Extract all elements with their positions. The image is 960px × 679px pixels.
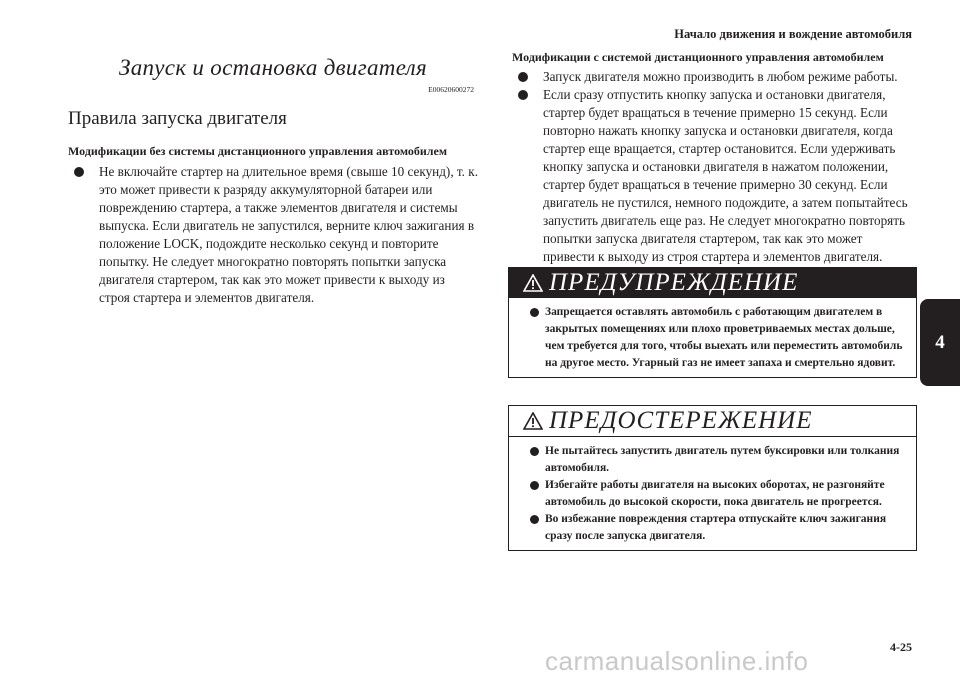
bullet-icon xyxy=(530,515,539,524)
warning-title: ПРЕДУПРЕЖДЕНИЕ xyxy=(549,269,799,296)
warning-header xyxy=(509,268,916,298)
warning-item xyxy=(529,304,906,372)
warning-triangle-icon xyxy=(509,406,549,436)
watermark: carmanualsonline.info xyxy=(545,646,809,676)
running-header: Начало движения и вождение автомобиля xyxy=(674,27,912,41)
caution-item xyxy=(529,443,906,477)
page-number: 4-25 xyxy=(890,640,912,654)
bullet-item xyxy=(68,163,478,307)
bullet-text: Если сразу отпустить кнопку запуска и остановки двигателя, стартер будет вращаться в течение примерно 15 секунд. Если повторно нажать кнопку запуска и остановки двигателя, когда стартер еще вращается, стартер остановится. Если удерживать кнопку запуска и остановки двигателя в нажатом положении, стартер будет вращаться в течение примерно 30 секунд. Если двигатель не пустился, немного подождите, а затем попытайтесь запустить двигатель еще раз. Не следует многократно повторять попытки запуска двигателя стартером, так как это может привести к выходу из строя стартера и элементов двигателя. xyxy=(543,87,908,264)
caution-item-text: Во избежание повреждения стартера отпускайте ключ зажигания сразу после запуска двигателя. xyxy=(545,513,887,542)
caution-item-text: Избегайте работы двигателя на высоких оборотах, не разгоняйте автомобиль до высокой скорости, пока двигатель не прогреется. xyxy=(545,479,885,508)
subsection-title: Правила запуска двигателя xyxy=(68,108,287,129)
bullet-icon xyxy=(518,72,528,82)
bullet-item xyxy=(512,86,917,266)
right-column xyxy=(512,50,917,266)
warning-body xyxy=(509,298,916,377)
caution-item-text: Не пытайтесь запустить двигатель путем буксировки или толкания автомобиля. xyxy=(545,445,900,474)
bullet-text: Не включайте стартер на длительное время (свыше 10 секунд), т. к. это может привести к разряду аккумуляторной батареи или повреждению стартера, а также элементов двигателя и системы выпуска. Если двигатель не запустился, верните ключ зажигания в положение LOCK, подождите несколько секунд и повторите попытку. Не следует многократно повторять попытки запуска двигателя стартером, так как это может привести к выходу из строя стартера и элементов двигателя. xyxy=(99,164,478,305)
section-code: E00620600272 xyxy=(428,85,474,94)
left-column xyxy=(68,50,478,307)
bullet-icon xyxy=(74,167,84,177)
warning-box xyxy=(508,267,917,378)
caution-title: ПРЕДОСТЕРЕЖЕНИЕ xyxy=(549,407,813,434)
bullet-icon xyxy=(530,447,539,456)
bullet-icon xyxy=(530,481,539,490)
section-title: Запуск и остановка двигателя xyxy=(119,55,427,80)
warning-triangle-icon xyxy=(509,268,549,298)
bullet-item xyxy=(512,68,917,86)
caution-body xyxy=(509,437,916,550)
caution-item xyxy=(529,477,906,511)
caution-box xyxy=(508,405,917,551)
chapter-tab: 4 xyxy=(920,299,960,386)
warning-item-text: Запрещается оставлять автомобиль с работающим двигателем в закрытых помещениях или плохо проветриваемых местах дольше, чем требуется для того, чтобы выехать или переместить автомобиль на другое место. Угарный газ не имеет запаха и смертельно ядовит. xyxy=(545,306,903,369)
modification-title: Модификации без системы дистанционного управления автомобилем xyxy=(68,144,448,158)
bullet-icon xyxy=(518,90,528,100)
bullet-text: Запуск двигателя можно производить в любом режиме работы. xyxy=(543,69,898,84)
modification-title: Модификации с системой дистанционного управления автомобилем xyxy=(512,50,884,64)
bullet-icon xyxy=(530,308,539,317)
caution-item xyxy=(529,511,906,545)
caution-header xyxy=(509,406,916,437)
